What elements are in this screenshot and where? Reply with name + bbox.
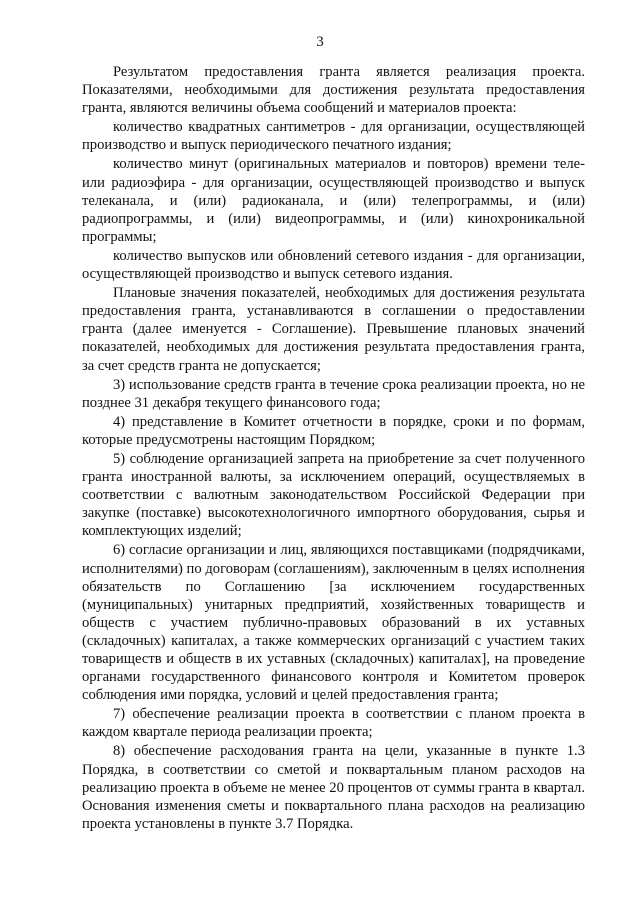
paragraph-item-6: 6) согласие организации и лиц, являющихся поставщиками (подрядчиками, исполнителями) по договорам (соглашениям), заключенным в целях исполнения обязательств по Соглашению [за исключением государственных (муниципальных) унитарных предприятий, хозяйственных товариществ и обществ с участием публично-правовых образований в их уставных (складочных) капиталах, а также коммерческих организаций с участием таких товариществ и обществ в их уставных (складочных) капиталах], на проведение органами государственного финансового контроля и Комитетом проверок соблюдения ими порядка, условий и целей предоставления гранта; bbox=[82, 542, 585, 704]
paragraph-item-3: 3) использование средств гранта в течение срока реализации проекта, но не позднее 31 декабря текущего финансового года; bbox=[82, 376, 585, 411]
paragraph-item-5: 5) соблюдение организацией запрета на приобретение за счет полученного гранта иностранной валюты, за исключением операций, осуществляемых в соответствии с валютным законодательством Российской Федерации при закупке (поставке) высокотехнологичного импортного оборудования, сырья и комплектующих изделий; bbox=[82, 450, 585, 540]
paragraph-item-8: 8) обеспечение расходования гранта на цели, указанные в пункте 1.3 Порядка, в соответствии со сметой и поквартальным планом расходов на реализацию проекта в объеме не менее 20 процентов от суммы гранта в квартал. Основания изменения сметы и поквартального плана расходов на реализацию проекта установлены в пункте 3.7 Порядка. bbox=[82, 743, 585, 832]
document-body bbox=[82, 63, 585, 833]
paragraph-indicator-issues: количество выпусков или обновлений сетевого издания - для организации, осуществляющей производство и выпуск сетевого издания. bbox=[82, 247, 585, 283]
paragraph-planned-values: Плановые значения показателей, необходимых для достижения результата предоставления гранта, устанавливаются в соглашении о предоставлении гранта (далее именуется - Соглашение). Превышение плановых значений показателей, необходимых для достижения результата предоставления гранта, за счет средств гранта не допускается; bbox=[82, 285, 585, 374]
paragraph-result: Результатом предоставления гранта является реализация проекта. Показателями, необходимыми для достижения результата предоставления гранта, являются величины объема сообщений и материалов проекта: bbox=[82, 64, 585, 117]
page-number: 3 bbox=[316, 34, 324, 50]
paragraph-item-4: 4) представление в Комитет отчетности в порядке, сроки и по формам, которые предусмотрены настоящим Порядком; bbox=[82, 413, 585, 448]
paragraph-indicator-minutes: количество минут (оригинальных материалов и повторов) времени теле- или радиоэфира - для организации, осуществляющей производство и выпуск телеканала, и (или) радиоканала, и (или) телепрограммы, и (или) радиопрограммы, и (или) видеопрограммы, и (или) кинохроникальной программы; bbox=[82, 156, 585, 245]
paragraph-indicator-square-cm: количество квадратных сантиметров - для организации, осуществляющей производство и выпуск периодического печатного издания; bbox=[82, 119, 585, 154]
paragraph-item-7: 7) обеспечение реализации проекта в соответствии с планом проекта в каждом квартале периода реализации проекта; bbox=[82, 706, 585, 741]
